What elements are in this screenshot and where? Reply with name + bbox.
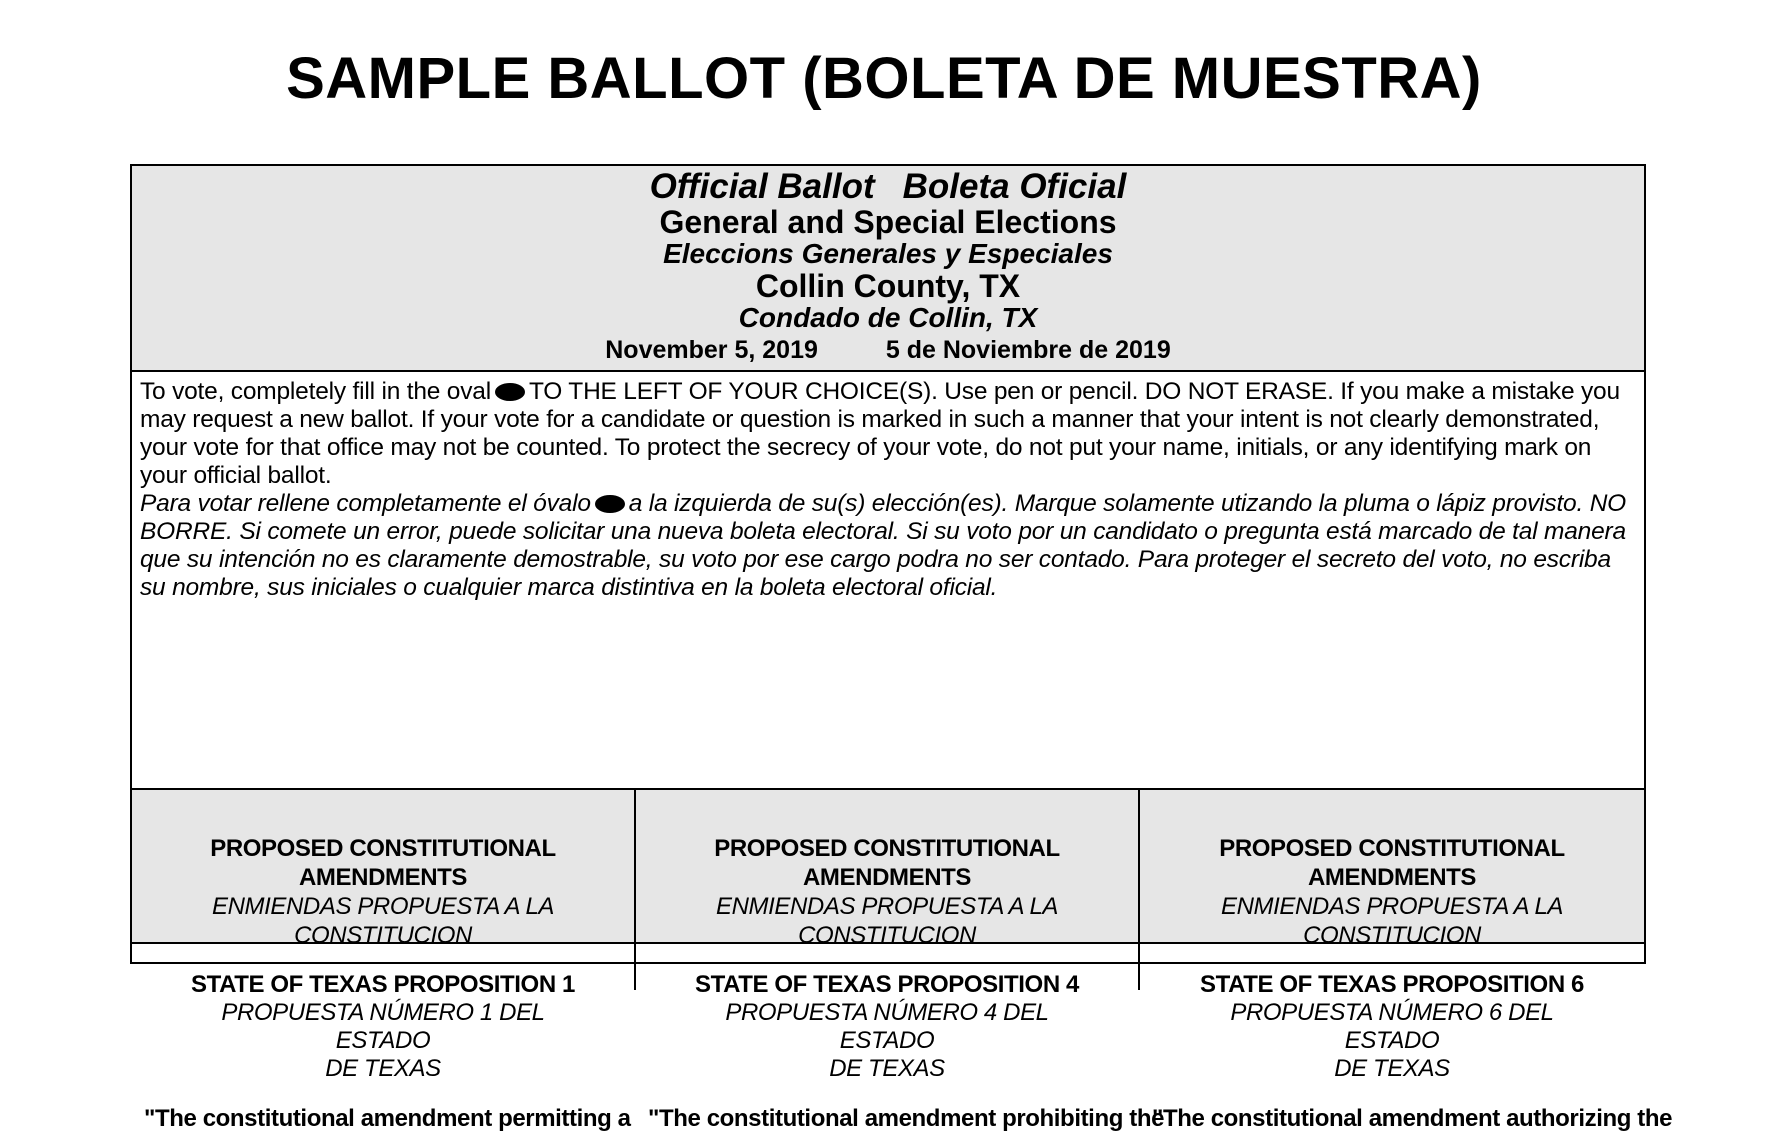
ballot-columns <box>132 790 1673 1132</box>
proposition-text: "The constitutional amendment prohibiting the <box>648 1105 1165 1132</box>
proposition-1 <box>132 944 634 1133</box>
election-title-es: Eleccions Generales y Especiales <box>663 238 1113 269</box>
proposition-title-es-line2: DE TEXAS <box>325 1055 441 1082</box>
election-date-es: 5 de Noviembre de 2019 <box>885 336 1171 364</box>
county-es: Condado de Collin, TX <box>738 302 1038 333</box>
election-date-en: November 5, 2019 <box>605 336 818 364</box>
county-en: Collin County, TX <box>755 268 1021 304</box>
election-title-en: General and Special Elections <box>659 204 1117 240</box>
column-heading-en: PROPOSED CONSTITUTIONAL AMENDMENTS <box>210 835 556 891</box>
official-ballot-en: Official Ballot <box>649 167 875 206</box>
proposition-title-es-line1: PROPUESTA NÚMERO 6 DEL ESTADO <box>1230 999 1554 1054</box>
column-heading <box>636 790 1138 949</box>
proposition-4 <box>636 944 1165 1133</box>
filled-oval-icon <box>595 495 625 513</box>
filled-oval-icon <box>495 383 525 401</box>
proposition-title-en: STATE OF TEXAS PROPOSITION 1 <box>191 971 575 998</box>
proposition-title-es <box>1182 999 1602 1083</box>
election-date <box>132 334 1644 366</box>
page-title: SAMPLE BALLOT (BOLETA DE MUESTRA) <box>286 46 1482 111</box>
instructions-en-part1: To vote, completely fill in the oval <box>140 378 491 405</box>
column-heading-en: PROPOSED CONSTITUTIONAL AMENDMENTS <box>1219 835 1565 891</box>
proposition-text: "The constitutional amendment permitting a <box>144 1105 631 1132</box>
column-heading-es: ENMIENDAS PROPUESTA A LA CONSTITUCION <box>1220 893 1564 949</box>
instructions-es-part2: a la izquierda de su(s) elección(es). Marque solamente utizando la pluma o lápiz provisto. NO BORRE. Si comete un error, puede solicitar una nueva boleta electoral. Si su voto por un candidato o pregunta está marcado de tal manera que su intención no es claramente demostrable, su voto por ese cargo podra no ser contado. Para proteger el secreto del voto, no escriba su nombre, sus iniciales o cualquier marca distintiva en la boleta electoral oficial. <box>140 490 1627 601</box>
voting-instructions <box>132 372 1644 790</box>
ballot <box>130 164 1673 1132</box>
proposition-title-es-line1: PROPUESTA NÚMERO 1 DEL ESTADO <box>221 999 545 1054</box>
instructions-en <box>140 378 1636 490</box>
official-ballot-title <box>132 168 1644 206</box>
ballot-header <box>132 166 1644 372</box>
official-ballot-es: Boleta Oficial <box>902 167 1127 206</box>
column-heading-es: ENMIENDAS PROPUESTA A LA CONSTITUCION <box>715 893 1059 949</box>
proposition-title-es <box>173 999 593 1083</box>
proposition-title-es-line2: DE TEXAS <box>1334 1055 1450 1082</box>
column-heading-en: PROPOSED CONSTITUTIONAL AMENDMENTS <box>714 835 1060 891</box>
instructions-es-part1: Para votar rellene completamente el óvalo <box>140 490 591 517</box>
proposition-6 <box>1140 944 1673 1133</box>
proposition-title-es-line2: DE TEXAS <box>829 1055 945 1082</box>
instructions-es <box>140 490 1636 602</box>
proposition-text: "The constitutional amendment authorizing the <box>1152 1105 1673 1132</box>
ballot-column-2 <box>636 790 1165 1132</box>
instructions-en-part2: TO THE LEFT OF YOUR CHOICE(S). Use pen or pencil. DO NOT ERASE. If you make a mistake you may request a new ballot. If your vote for a candidate or question is marked in such a manner that your intent is not clearly demonstrated, your vote for that office may not be counted. To protect the secrecy of your vote, do not put your name, initials, or any identifying mark on your official ballot. <box>140 378 1620 489</box>
ballot-column-1 <box>132 790 636 1132</box>
proposition-title-en: STATE OF TEXAS PROPOSITION 4 <box>695 971 1079 998</box>
column-heading-es: ENMIENDAS PROPUESTA A LA CONSTITUCION <box>211 893 555 949</box>
proposition-title-es-line1: PROPUESTA NÚMERO 4 DEL ESTADO <box>725 999 1049 1054</box>
proposition-title-es <box>677 999 1097 1083</box>
column-heading <box>132 790 634 949</box>
proposition-title-en: STATE OF TEXAS PROPOSITION 6 <box>1200 971 1584 998</box>
ballot-column-3 <box>1140 790 1673 1132</box>
column-heading <box>1140 790 1644 949</box>
